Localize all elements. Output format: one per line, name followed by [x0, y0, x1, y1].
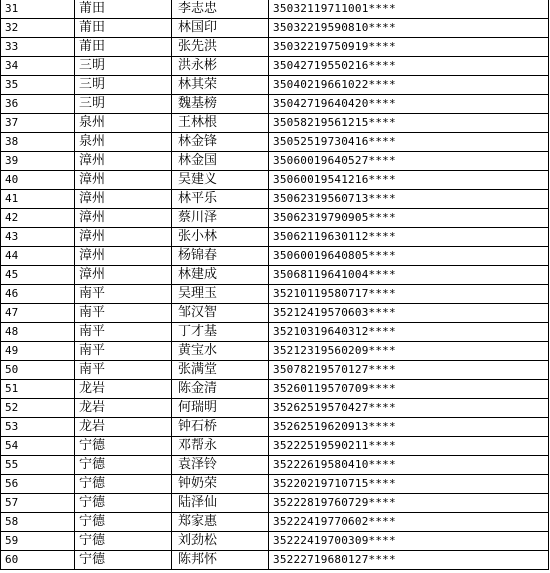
city-cell: 南平 — [75, 285, 172, 304]
table-row — [1, 532, 549, 551]
city-cell: 泉州 — [75, 133, 172, 152]
table-row — [1, 171, 549, 190]
id-number-cell: 35078219570127**** — [269, 361, 549, 380]
person-name-cell: 张先洪 — [172, 38, 269, 57]
person-name-cell: 邓帮永 — [172, 437, 269, 456]
table-row — [1, 551, 549, 570]
city-cell: 宁德 — [75, 456, 172, 475]
id-number-cell: 35058219561215**** — [269, 114, 549, 133]
table-row — [1, 133, 549, 152]
person-name-cell: 杨锦春 — [172, 247, 269, 266]
id-number-cell: 35062319790905**** — [269, 209, 549, 228]
id-number-cell: 35052519730416**** — [269, 133, 549, 152]
person-name-cell: 吴建义 — [172, 171, 269, 190]
person-name-cell: 邹汉智 — [172, 304, 269, 323]
id-number-cell: 35068119641004**** — [269, 266, 549, 285]
table-row — [1, 323, 549, 342]
row-number-cell: 44 — [1, 247, 75, 266]
person-name-cell: 林金国 — [172, 152, 269, 171]
table-row — [1, 266, 549, 285]
row-number-cell: 49 — [1, 342, 75, 361]
city-cell: 宁德 — [75, 475, 172, 494]
table-row — [1, 399, 549, 418]
row-number-cell: 34 — [1, 57, 75, 76]
row-number-cell: 57 — [1, 494, 75, 513]
person-name-cell: 林建成 — [172, 266, 269, 285]
table-row — [1, 190, 549, 209]
person-name-cell: 蔡川泽 — [172, 209, 269, 228]
id-number-cell: 35040219661022**** — [269, 76, 549, 95]
row-number-cell: 31 — [1, 0, 75, 19]
id-number-cell: 35222819760729**** — [269, 494, 549, 513]
row-number-cell: 32 — [1, 19, 75, 38]
row-number-cell: 55 — [1, 456, 75, 475]
row-number-cell: 54 — [1, 437, 75, 456]
person-name-cell: 张满堂 — [172, 361, 269, 380]
person-name-cell: 王林根 — [172, 114, 269, 133]
row-number-cell: 37 — [1, 114, 75, 133]
id-number-cell: 35032219590810**** — [269, 19, 549, 38]
table-row — [1, 247, 549, 266]
city-cell: 漳州 — [75, 152, 172, 171]
id-number-cell: 35062319560713**** — [269, 190, 549, 209]
row-number-cell: 43 — [1, 228, 75, 247]
table-row — [1, 418, 549, 437]
id-number-cell: 35260119570709**** — [269, 380, 549, 399]
id-number-cell: 35222519590211**** — [269, 437, 549, 456]
person-name-cell: 钟石桥 — [172, 418, 269, 437]
table-row — [1, 95, 549, 114]
id-number-cell: 35042719550216**** — [269, 57, 549, 76]
row-number-cell: 38 — [1, 133, 75, 152]
person-name-cell: 刘劲松 — [172, 532, 269, 551]
row-number-cell: 56 — [1, 475, 75, 494]
city-cell: 龙岩 — [75, 418, 172, 437]
table-row — [1, 19, 549, 38]
id-number-cell: 35032219750919**** — [269, 38, 549, 57]
city-cell: 莆田 — [75, 38, 172, 57]
table-row — [1, 513, 549, 532]
id-number-cell: 35222419770602**** — [269, 513, 549, 532]
city-cell: 莆田 — [75, 0, 172, 19]
id-number-cell: 35210319640312**** — [269, 323, 549, 342]
id-number-cell: 35220219710715**** — [269, 475, 549, 494]
city-cell: 龙岩 — [75, 399, 172, 418]
city-cell: 漳州 — [75, 190, 172, 209]
person-name-cell: 陈邦怀 — [172, 551, 269, 570]
row-number-cell: 48 — [1, 323, 75, 342]
person-name-cell: 魏基榜 — [172, 95, 269, 114]
table-row — [1, 437, 549, 456]
city-cell: 南平 — [75, 304, 172, 323]
id-number-cell: 35060019640805**** — [269, 247, 549, 266]
id-number-cell: 35262519570427**** — [269, 399, 549, 418]
table-row — [1, 494, 549, 513]
roster-table-body — [1, 0, 549, 570]
city-cell: 莆田 — [75, 19, 172, 38]
row-number-cell: 39 — [1, 152, 75, 171]
table-row — [1, 0, 549, 19]
city-cell: 漳州 — [75, 171, 172, 190]
id-number-cell: 35032119711001**** — [269, 0, 549, 19]
id-number-cell: 35042719640420**** — [269, 95, 549, 114]
person-name-cell: 陆泽仙 — [172, 494, 269, 513]
id-number-cell: 35212419570603**** — [269, 304, 549, 323]
table-row — [1, 304, 549, 323]
person-name-cell: 洪永彬 — [172, 57, 269, 76]
person-name-cell: 李志忠 — [172, 0, 269, 19]
city-cell: 宁德 — [75, 437, 172, 456]
city-cell: 漳州 — [75, 266, 172, 285]
row-number-cell: 45 — [1, 266, 75, 285]
row-number-cell: 58 — [1, 513, 75, 532]
person-name-cell: 郑家惠 — [172, 513, 269, 532]
person-name-cell: 林平乐 — [172, 190, 269, 209]
row-number-cell: 50 — [1, 361, 75, 380]
city-cell: 南平 — [75, 342, 172, 361]
city-cell: 宁德 — [75, 551, 172, 570]
row-number-cell: 46 — [1, 285, 75, 304]
city-cell: 南平 — [75, 361, 172, 380]
row-number-cell: 53 — [1, 418, 75, 437]
id-number-cell: 35212319560209**** — [269, 342, 549, 361]
id-number-cell: 35222619580410**** — [269, 456, 549, 475]
person-name-cell: 吴理玉 — [172, 285, 269, 304]
id-number-cell: 35060019640527**** — [269, 152, 549, 171]
table-row — [1, 57, 549, 76]
table-row — [1, 285, 549, 304]
table-row — [1, 228, 549, 247]
id-number-cell: 35210119580717**** — [269, 285, 549, 304]
row-number-cell: 47 — [1, 304, 75, 323]
row-number-cell: 36 — [1, 95, 75, 114]
person-name-cell: 张小林 — [172, 228, 269, 247]
city-cell: 南平 — [75, 323, 172, 342]
table-row — [1, 456, 549, 475]
row-number-cell: 33 — [1, 38, 75, 57]
table-row — [1, 380, 549, 399]
person-name-cell: 林其荣 — [172, 76, 269, 95]
city-cell: 漳州 — [75, 228, 172, 247]
row-number-cell: 41 — [1, 190, 75, 209]
city-cell: 三明 — [75, 95, 172, 114]
city-cell: 宁德 — [75, 532, 172, 551]
table-row — [1, 342, 549, 361]
id-number-cell: 35262519620913**** — [269, 418, 549, 437]
id-number-cell: 35222719680127**** — [269, 551, 549, 570]
id-number-cell: 35222419700309**** — [269, 532, 549, 551]
row-number-cell: 40 — [1, 171, 75, 190]
city-cell: 宁德 — [75, 494, 172, 513]
row-number-cell: 42 — [1, 209, 75, 228]
row-number-cell: 35 — [1, 76, 75, 95]
row-number-cell: 60 — [1, 551, 75, 570]
id-number-cell: 35062119630112**** — [269, 228, 549, 247]
id-number-cell: 35060019541216**** — [269, 171, 549, 190]
city-cell: 漳州 — [75, 209, 172, 228]
city-cell: 泉州 — [75, 114, 172, 133]
city-cell: 三明 — [75, 57, 172, 76]
table-row — [1, 114, 549, 133]
person-name-cell: 何瑞明 — [172, 399, 269, 418]
person-name-cell: 陈金清 — [172, 380, 269, 399]
person-name-cell: 丁才基 — [172, 323, 269, 342]
row-number-cell: 52 — [1, 399, 75, 418]
city-cell: 三明 — [75, 76, 172, 95]
table-row — [1, 209, 549, 228]
person-name-cell: 林金锋 — [172, 133, 269, 152]
city-cell: 漳州 — [75, 247, 172, 266]
city-cell: 宁德 — [75, 513, 172, 532]
table-row — [1, 76, 549, 95]
table-row — [1, 475, 549, 494]
row-number-cell: 59 — [1, 532, 75, 551]
person-name-cell: 袁泽铃 — [172, 456, 269, 475]
table-row — [1, 152, 549, 171]
city-cell: 龙岩 — [75, 380, 172, 399]
table-row — [1, 38, 549, 57]
row-number-cell: 51 — [1, 380, 75, 399]
table-row — [1, 361, 549, 380]
person-name-cell: 黄宝水 — [172, 342, 269, 361]
person-name-cell: 钟奶荣 — [172, 475, 269, 494]
person-name-cell: 林国印 — [172, 19, 269, 38]
